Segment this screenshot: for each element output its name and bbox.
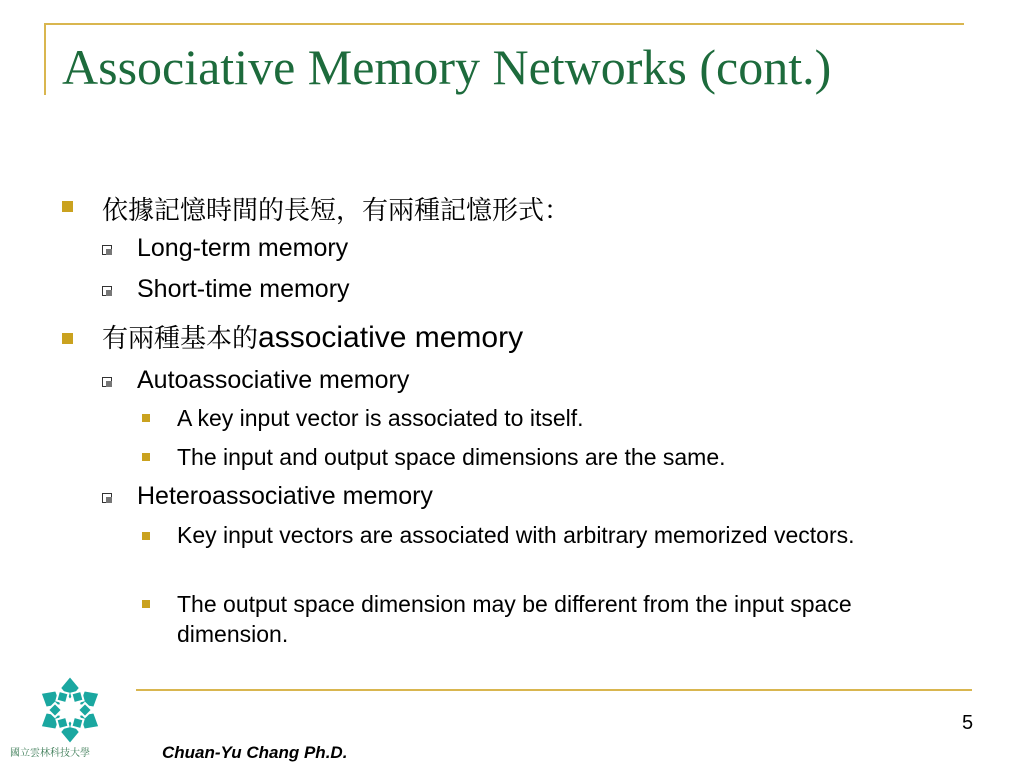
hetero-item-1: Key input vectors are associated with arbitrary memorized vectors. [177,522,855,548]
level1-bullet [62,201,73,212]
auto-item-2: The input and output space dimensions are the same. [177,444,726,470]
sub-long-term-memory: Long-term memory [137,234,349,262]
sub-short-time-memory: Short-time memory [137,275,350,303]
level2-bullet [102,493,112,503]
slide-title: Associative Memory Networks (cont.) [62,39,832,95]
level3-bullet [142,414,150,422]
frame-top-line [44,23,964,25]
snowflake-logo-icon [30,672,110,748]
university-name: 國立雲林科技大學 [10,748,90,759]
auto-item-1: A key input vector is associated to itself. [177,405,584,431]
level2-bullet [102,245,112,255]
sub-heteroassociative: Heteroassociative memory [137,482,433,510]
level2-bullet [102,377,112,387]
frame-left-line [44,23,46,95]
bullet-prefix-cjk: 有兩種基本的 [102,324,259,354]
level3-bullet [142,600,150,608]
hetero-item-2: The output space dimension may be different from the input space dimension. [177,591,852,647]
author-credit: Chuan-Yu Chang Ph.D. [162,743,348,762]
footer-line [136,689,972,691]
level2-bullet [102,286,112,296]
page-number: 5 [962,712,974,734]
level3-bullet [142,532,150,540]
bullet-basic-associative-memory [102,318,523,355]
bullet-memory-forms: 依據記憶時間的長短，有兩種記憶形式： [102,196,571,226]
level1-bullet [62,333,73,344]
level3-bullet [142,453,150,461]
bullet-suffix: associative memory [258,321,524,354]
sub-autoassociative: Autoassociative memory [137,366,410,394]
